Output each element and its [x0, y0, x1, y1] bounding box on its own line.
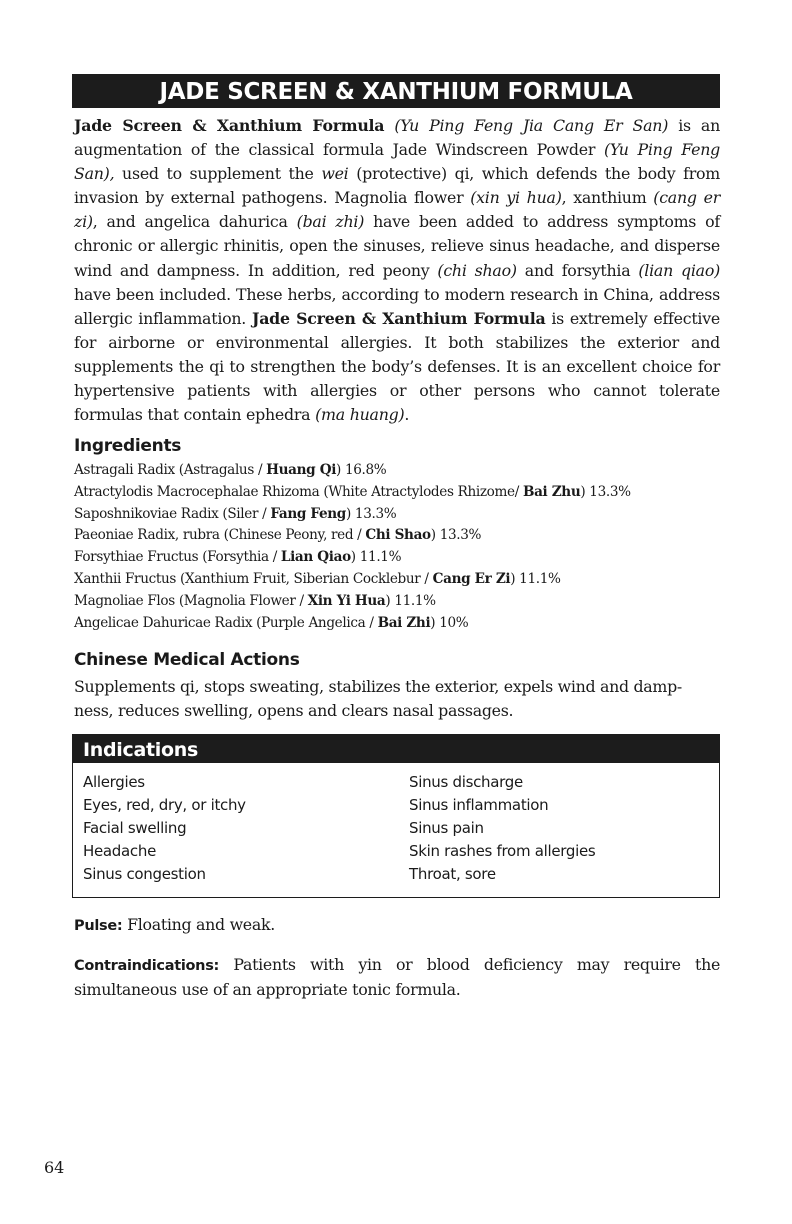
ingredient-percent: ) 13.3% [345, 505, 397, 522]
actions-line: ness, reduces swelling, opens and clears nasal passages. [74, 701, 514, 720]
ingredient-percent: ) 11.1% [385, 592, 436, 609]
pinyin-name: (lian qiao) [638, 260, 720, 280]
intro-paragraph [74, 114, 720, 427]
ingredient-item [74, 591, 734, 613]
ingredient-item [74, 613, 734, 635]
intro-text: is an augmentation of the classical formula Jade Windscreen Powder [74, 116, 721, 160]
ingredient-latin: Saposhnikoviae Radix (Siler / [74, 505, 271, 522]
contraindications-label: Contraindications: [74, 958, 220, 974]
actions-text [74, 675, 720, 723]
ingredient-item [74, 547, 734, 569]
intro-text: have been included. These herbs, according to modern research in China, address allergic inflammation. [74, 284, 720, 328]
intro-text: , and angelica dahurica [92, 212, 297, 232]
ingredient-item [74, 460, 734, 482]
ingredient-percent: ) 11.1% [510, 570, 561, 587]
indication-item: Sinus inflammation [409, 796, 549, 814]
pinyin-name: (Yu Ping Feng San), [74, 140, 720, 184]
ingredients-list [74, 460, 734, 634]
ingredient-pinyin: Lian Qiao [280, 549, 351, 566]
ingredient-pinyin: Cang Er Zi [432, 570, 511, 587]
pinyin-name: (ma huang) [315, 405, 405, 425]
ingredient-item [74, 569, 734, 591]
ingredient-pinyin: Chi Shao [365, 527, 431, 544]
pulse-label: Pulse: [74, 918, 123, 934]
indications-box [72, 734, 720, 898]
intro-text: , xanthium [561, 188, 654, 208]
ingredient-percent: ) 13.3% [430, 527, 482, 544]
pinyin-name: (Yu Ping Feng Jia Cang Er San) [394, 116, 669, 135]
contraindications-paragraph [74, 953, 720, 1002]
ingredient-latin: Magnoliae Flos (Magnolia Flower / [74, 592, 308, 609]
pulse-text: Floating and weak. [122, 915, 275, 934]
ingredient-pinyin: Xin Yi Hua [307, 592, 386, 609]
formula-name: Jade Screen & Xanthium Formula [74, 116, 385, 135]
indication-item: Throat, sore [409, 865, 496, 883]
ingredient-pinyin: Huang Qi [266, 462, 337, 478]
ingredient-item [74, 504, 734, 526]
ingredient-percent: ) 13.3% [580, 483, 631, 500]
ingredients-heading: Ingredients [74, 436, 182, 456]
intro-text: and forsythia [516, 260, 639, 280]
ingredient-latin: Astragali Radix (Astragalus / [74, 462, 267, 478]
ingredient-percent: ) 10% [430, 614, 469, 631]
ingredient-latin: Xanthii Fructus (Xanthium Fruit, Siberian Cocklebur / [74, 570, 433, 587]
indication-item: Sinus pain [409, 819, 484, 837]
ingredient-percent: ) 16.8% [336, 462, 387, 478]
indication-item: Headache [83, 842, 156, 860]
indications-heading: Indications [73, 735, 719, 763]
pinyin-name: (bai zhi) [296, 212, 365, 232]
intro-text: is extremely effective for airborne or environmental allergies. It both stabilizes the exterior and supplements the qi to strengthen the body’s defenses. It is an excellent choice for hypertensive patients with allergies or other persons who cannot tolerate formulas that contain ephedra [74, 308, 721, 425]
ingredient-item [74, 525, 734, 547]
ingredient-latin: Paeoniae Radix, rubra (Chinese Peony, red / [74, 527, 366, 544]
indication-item: Sinus discharge [409, 773, 523, 791]
pinyin-name: (cang er zi) [74, 188, 721, 232]
formula-name: Jade Screen & Xanthium Formula [251, 308, 546, 328]
page-title: JADE SCREEN & XANTHIUM FORMULA [72, 74, 720, 108]
pinyin-name: (chi shao) [437, 260, 517, 280]
intro-text: used to supplement the [114, 164, 322, 184]
page-number: 64 [44, 1158, 65, 1177]
ingredient-pinyin: Bai Zhi [377, 614, 431, 631]
pulse-paragraph [74, 913, 720, 938]
ingredient-item [74, 482, 734, 504]
ingredient-pinyin: Fang Feng [270, 505, 346, 522]
ingredient-percent: ) 11.1% [350, 549, 402, 566]
intro-text [384, 116, 394, 135]
ingredient-latin: Angelicae Dahuricae Radix (Purple Angelica / [74, 614, 378, 631]
indications-right-column [409, 771, 595, 886]
indication-item: Allergies [83, 773, 145, 791]
intro-text: (protective) qi, which defends the body from invasion by external pathogens. Magnolia flower [74, 164, 720, 208]
ingredient-latin: Forsythiae Fructus (Forsythia / [74, 549, 281, 566]
pinyin-name: (xin yi hua) [470, 188, 562, 208]
actions-line: Supplements qi, stops sweating, stabilizes the exterior, expels wind and damp- [74, 677, 682, 696]
wei-term: wei [321, 164, 349, 184]
indication-item: Skin rashes from allergies [409, 842, 596, 860]
indication-item: Sinus congestion [83, 865, 206, 883]
ingredient-latin: Atractylodis Macrocephalae Rhizoma (White Atractylodes Rhizome/ [74, 483, 523, 500]
indications-left-column [83, 771, 246, 886]
ingredient-pinyin: Bai Zhu [522, 483, 581, 500]
intro-text: have been added to address symptoms of chronic or allergic rhinitis, open the sinuses, relieve sinus headache, and disperse wind and dampness. In addition, red peony [74, 212, 721, 280]
contraindications-text: Patients with yin or blood deficiency may require the simultaneous use of an appropriate tonic formula. [74, 955, 720, 999]
indication-item: Facial swelling [83, 819, 187, 837]
actions-heading: Chinese Medical Actions [74, 650, 300, 670]
intro-text: . [404, 405, 410, 425]
indication-item: Eyes, red, dry, or itchy [83, 796, 246, 814]
